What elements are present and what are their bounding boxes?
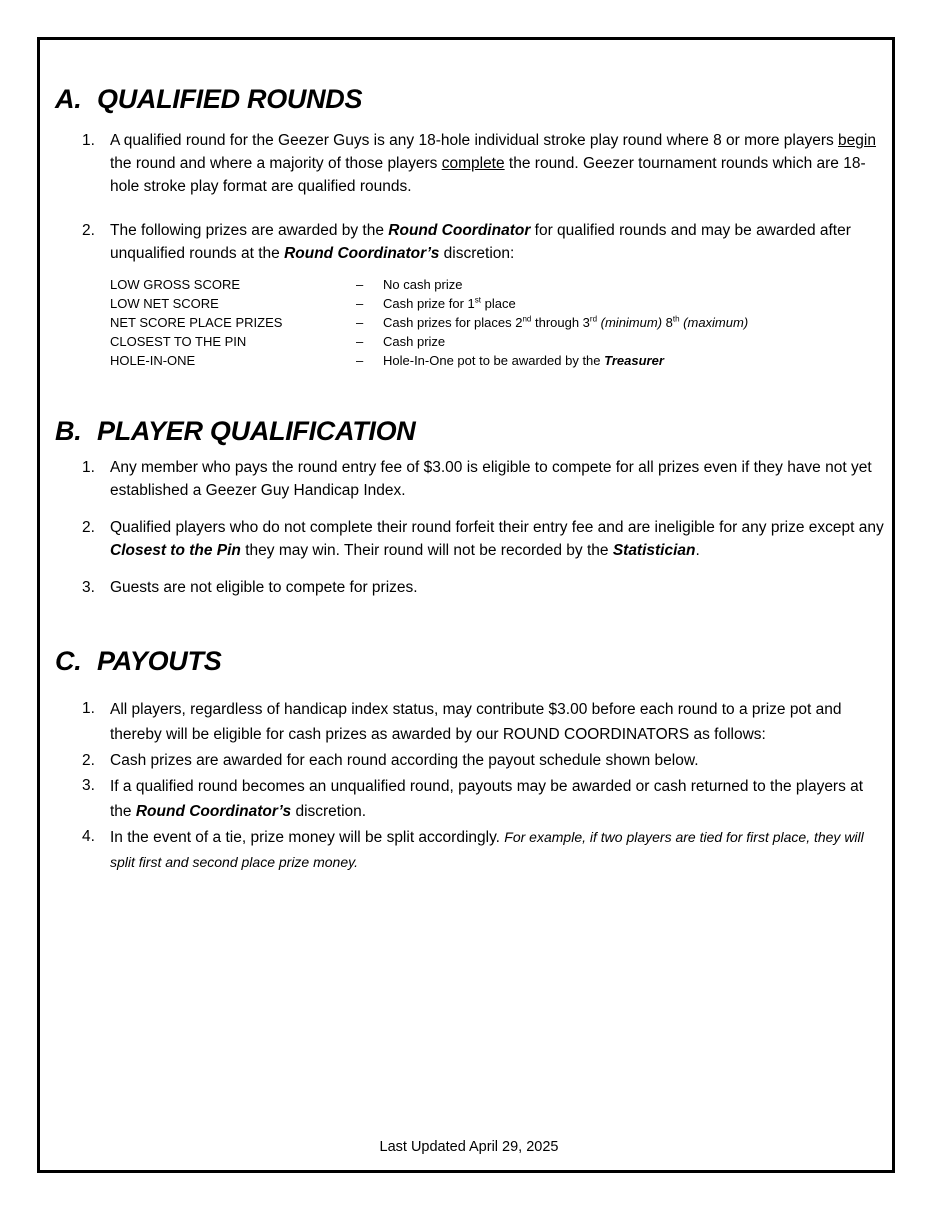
item-number: 2. — [82, 752, 95, 769]
text-run: Hole-In-One pot to be awarded by the — [383, 353, 605, 368]
list-item — [82, 576, 887, 599]
superscript: nd — [522, 314, 532, 324]
text-run: Cash prize for 1 — [383, 296, 475, 311]
prize-dash: – — [356, 353, 364, 368]
text-run: A qualified round for the Geezer Guys is any 18-hole individual stroke play round where 8 or more players — [110, 132, 839, 149]
text-run: discretion. — [291, 803, 367, 820]
item-text: Any member who pays the round entry fee of $3.00 is eligible to compete for all prizes even if they have not yet established a Geezer Guy Handicap Index. — [110, 459, 872, 499]
emphasized-text: Statistician — [612, 542, 696, 559]
text-run: In the event of a tie, prize money will be split accordingly. — [110, 829, 505, 846]
section-title: QUALIFIED ROUNDS — [97, 84, 363, 114]
text-run: discretion: — [439, 245, 515, 262]
item-text — [110, 825, 887, 875]
text-run: through 3 — [531, 315, 590, 330]
prize-description: Cash prize — [383, 334, 446, 349]
section-a-heading — [55, 84, 362, 115]
text-run: the round. Geezer tournament rounds which are 18-hole stroke play format are qualified rounds. — [110, 155, 866, 195]
list-item — [82, 129, 887, 198]
item-text — [110, 129, 887, 198]
prize-dash: – — [356, 277, 364, 292]
item-number: 4. — [82, 828, 95, 845]
text-run: . — [695, 542, 700, 559]
italic-text: (minimum) — [597, 315, 663, 330]
text-run: 8 — [662, 315, 673, 330]
item-number: 1. — [82, 132, 95, 149]
item-text: Guests are not eligible to compete for prizes. — [110, 579, 418, 596]
section-c-heading — [55, 646, 221, 677]
section-title: PLAYER QUALIFICATION — [97, 416, 416, 446]
item-number: 2. — [82, 519, 95, 536]
emphasized-text: Treasurer — [604, 353, 664, 368]
section-b-heading — [55, 416, 416, 447]
list-item — [82, 219, 887, 265]
text-run: for qualified rounds and may be awarded after unqualified rounds at the — [110, 222, 851, 262]
prize-name: NET SCORE PLACE PRIZES — [110, 315, 283, 330]
text-run: If a qualified round becomes an unqualified round, payouts may be awarded or cash returned to the players at the — [110, 778, 864, 820]
prize-list — [110, 275, 870, 370]
prize-row — [110, 351, 870, 370]
list-item — [82, 774, 887, 824]
item-number: 3. — [82, 777, 95, 794]
emphasized-text: Round Coordinator’s — [135, 803, 292, 820]
prize-description: No cash prize — [383, 277, 463, 292]
emphasized-text: Round Coordinator’s — [284, 245, 440, 262]
section-title: PAYOUTS — [97, 646, 222, 676]
text-run: place — [481, 296, 516, 311]
text-run: the round and where a majority of those players — [110, 155, 442, 172]
prize-row — [110, 313, 870, 332]
page-border — [37, 37, 895, 1173]
italic-text: (maximum) — [679, 315, 749, 330]
list-item — [82, 825, 887, 875]
item-text — [110, 219, 887, 265]
superscript: rd — [589, 314, 598, 324]
emphasized-text: Closest to the Pin — [110, 542, 241, 559]
list-item — [82, 456, 887, 502]
emphasized-text: Round Coordinator — [388, 222, 531, 239]
item-text — [110, 774, 887, 824]
prize-row — [110, 332, 870, 351]
section-letter: C. — [55, 646, 82, 676]
prize-row — [110, 275, 870, 294]
superscript: th — [672, 314, 680, 324]
item-text: All players, regardless of handicap index status, may contribute $3.00 before each round to a prize pot and thereby will be eligible for cash prizes as awarded by our ROUND COORDINATORS as follows: — [110, 701, 842, 743]
underlined-text: complete — [441, 155, 505, 172]
prize-description — [383, 351, 664, 370]
last-updated-footer: Last Updated April 29, 2025 — [379, 1139, 559, 1155]
italic-example: For example, if two players are tied for first place, they will split first and second place prize money. — [110, 829, 864, 870]
prize-name: CLOSEST TO THE PIN — [110, 334, 247, 349]
section-letter: A. — [55, 84, 82, 114]
prize-dash: – — [356, 334, 364, 349]
prize-name: LOW NET SCORE — [110, 296, 219, 311]
prize-dash: – — [356, 315, 364, 330]
text-run: they may win. Their round will not be recorded by the — [240, 542, 613, 559]
list-item — [82, 516, 887, 562]
text-run: Qualified players who do not complete their round forfeit their entry fee and are ineligible for any prize except any — [110, 519, 884, 536]
prize-description — [383, 313, 748, 332]
item-text: Cash prizes are awarded for each round according the payout schedule shown below. — [110, 752, 699, 769]
text-run: Cash prizes for places 2 — [383, 315, 523, 330]
prize-name: HOLE-IN-ONE — [110, 353, 196, 368]
item-number: 2. — [82, 222, 95, 239]
prize-name: LOW GROSS SCORE — [110, 277, 241, 292]
text-run: The following prizes are awarded by the — [110, 222, 389, 239]
item-number: 1. — [82, 700, 95, 717]
prize-description — [383, 294, 516, 313]
list-item — [82, 697, 887, 747]
item-number: 3. — [82, 579, 95, 596]
section-letter: B. — [55, 416, 82, 446]
list-item — [82, 749, 887, 772]
item-text — [110, 516, 887, 562]
item-number: 1. — [82, 459, 95, 476]
underlined-text: begin — [838, 132, 876, 149]
prize-row — [110, 294, 870, 313]
prize-dash: – — [356, 296, 364, 311]
superscript: st — [474, 295, 481, 305]
